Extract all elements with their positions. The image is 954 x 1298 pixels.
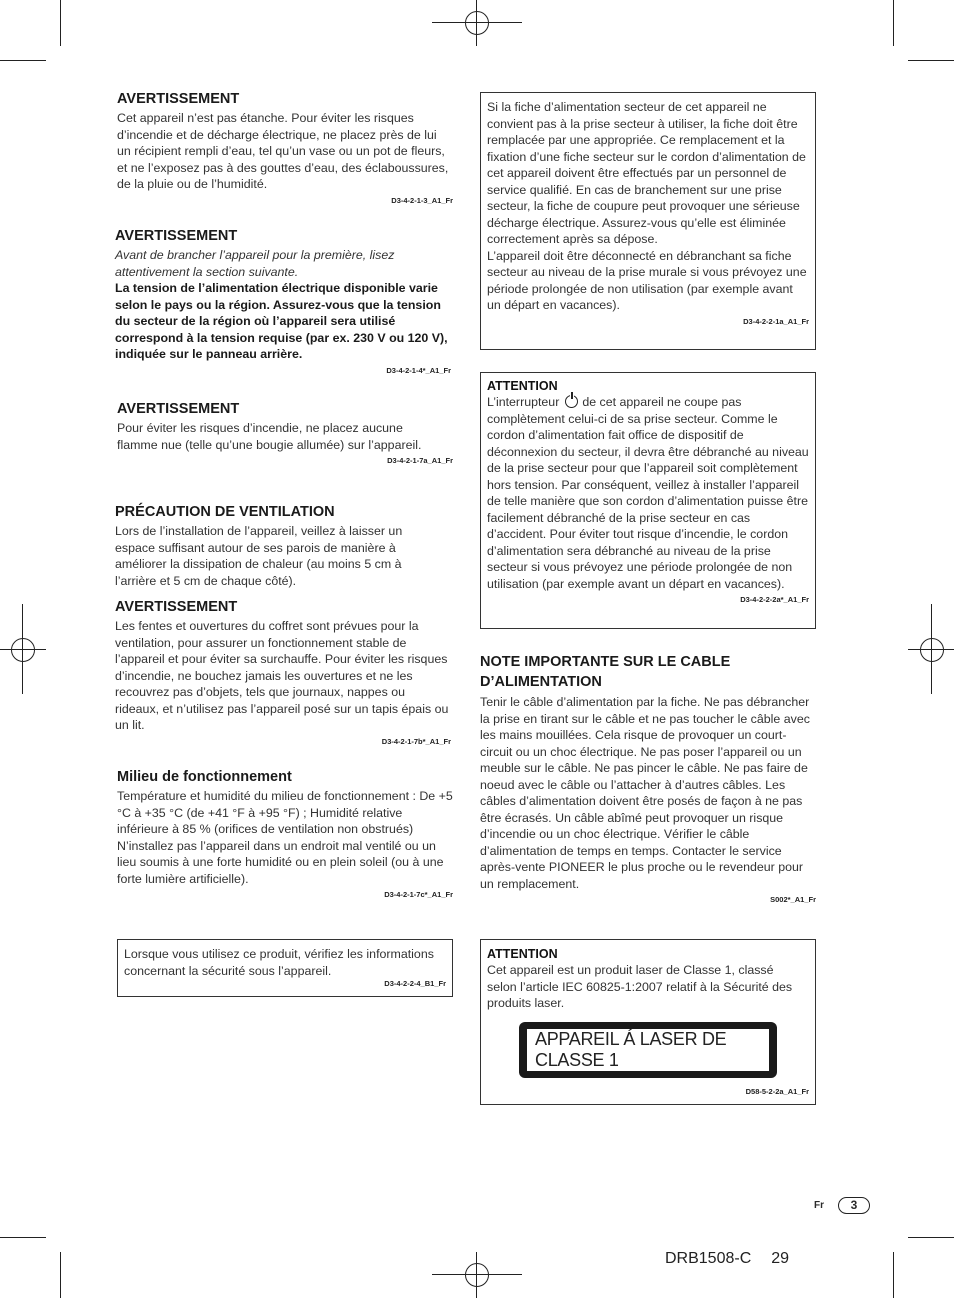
section-text: Tenir le câble d’alimentation par la fiche. Ne pas débrancher la prise en tirant sur le câble et ne pas toucher le câble avec les mains mouillées. Cela risque de provoquer un court-circuit ou un choc électrique. Ne pas poser l’appareil ou un meuble sur le câble. Ne pas pincer le câble. Ne pas faire de noeud avec le câble ou l’attacher à d’autres câbles. Les câbles d’alimentation doivent être posés de façon à ne pas être écrasés. Un câble abîmé peut provoquer un risque d’incendie ou un choc électrique. Vérifier le câble d’alimentation de temps en temps. Contacter le service après-vente PIONEER le plus proche ou le revendeur pour un remplacement. <box>480 695 810 891</box>
crop-mark <box>0 1237 46 1238</box>
section-heading: AVERTISSEMENT <box>115 228 238 244</box>
laser-class-label <box>519 1022 777 1078</box>
plug-replacement-box <box>480 92 816 350</box>
warning-section-3 <box>117 401 453 465</box>
registration-mark <box>11 638 35 662</box>
reference-code: D3-4-2-2-4_B1_Fr <box>384 979 446 988</box>
reference-code: D3-4-2-1-7a_A1_Fr <box>387 456 453 465</box>
box-text <box>487 394 809 592</box>
registration-mark <box>920 638 944 662</box>
warning-section-1 <box>117 91 453 205</box>
reference-code: D3-4-2-1-4*_A1_Fr <box>386 365 451 375</box>
section-heading: AVERTISSEMENT <box>117 91 240 107</box>
text-after-icon: de cet appareil ne coupe pas complètement celui-ci de sa prise secteur. Comme le cordon d’alimentation fait office de dispositif de déconnexion du secteur, il devra être débranché au niveau de la prise secteur pour que l’appareil soit complètement hors tension. Par conséquent, veillez à installer l’appareil de telle manière que son cordon d’alimentation puisse être facilement débranché de la prise secteur en cas d’accident. Pour éviter tout risque d’incendie, le cordon d’alimentation sera débranché au niveau de la prise secteur si vous prévoyez une période prolongée de non utilisation (par exemple avant un départ en vacances). <box>487 395 809 591</box>
reference-code: D58-5-2-2a_A1_Fr <box>745 1087 809 1096</box>
section-heading: AVERTISSEMENT <box>117 401 240 417</box>
section-text: Température et humidité du milieu de fonctionnement : De +5 °C à +35 °C (de +41 °F à +95 °F) ; Humidité relative inférieure à 85 % (orifices de ventilation non obstrués) <box>117 789 453 836</box>
registration-mark <box>465 11 489 35</box>
safety-info-box <box>117 939 453 997</box>
attention-laser-box <box>480 939 816 1105</box>
section-bold-text: La tension de l’alimentation électrique disponible varie selon le pays ou la région. Assurez-vous que la tension du secteur de la région où l’appareil sera utilisé correspond à la tension requise (par ex. 230 V ou 120 V), indiquée sur le panneau arrière. <box>115 281 448 361</box>
crop-mark <box>60 1252 61 1298</box>
registration-mark <box>465 1263 489 1287</box>
laser-label-text: APPAREIL Á LASER DE CLASSE 1 <box>527 1029 769 1071</box>
sheet-number: 29 <box>771 1250 790 1267</box>
section-heading: NOTE IMPORTANTE SUR LE CABLE D’ALIMENTATION <box>480 654 731 690</box>
crop-mark <box>0 60 46 61</box>
warning-section-2 <box>115 228 451 375</box>
crop-mark <box>908 1237 954 1238</box>
section-text: Cet appareil n’est pas étanche. Pour éviter les risques d’incendie et de décharge électrique, ne placez près de lui un récipient rempli d’eau, tel qu’un vase ou un pot de fleurs, et ne l’exposez pas à des gouttes d’eau, des éclaboussures, de la pluie ou de l’humidité. <box>117 111 449 191</box>
reference-code: D3-4-2-2-2a*_A1_Fr <box>740 595 809 604</box>
model-code: DRB1508-C <box>665 1250 752 1267</box>
section-text: Lors de l’installation de l’appareil, veillez à laisser un espace suffisant autour de ses parois de manière à améliorer la dissipation de chaleur (au moins 5 cm à l’arrière et 5 cm de chaque côté). <box>115 524 403 588</box>
power-icon <box>565 395 578 408</box>
crop-mark <box>60 0 61 46</box>
section-heading: AVERTISSEMENT <box>115 599 238 615</box>
model-number <box>665 1250 789 1268</box>
cable-note-section <box>480 652 816 904</box>
reference-code: S002*_A1_Fr <box>770 895 816 904</box>
page-number: 3 <box>838 1197 870 1214</box>
environment-section <box>117 769 453 899</box>
attention-power-box <box>480 372 816 629</box>
language-label: Fr <box>814 1200 824 1211</box>
ventilation-section <box>115 504 451 589</box>
box-heading: ATTENTION <box>487 947 558 961</box>
box-heading: ATTENTION <box>487 379 558 393</box>
section-text: N’installez pas l’appareil dans un endroit mal ventilé ou un lieu soumis à une forte humidité ou en plein soleil (ou à une forte lumière artificielle). <box>117 838 444 886</box>
text-before-icon: L’interrupteur <box>487 395 560 409</box>
box-text: Cet appareil est un produit laser de Classe 1, classé selon l’article IEC 60825-1:2007 relatif à la Sécurité des produits laser. <box>487 963 793 1010</box>
reference-code: D3-4-2-2-1a_A1_Fr <box>743 316 809 326</box>
section-heading: Milieu de fonctionnement <box>117 769 292 785</box>
box-text: L’appareil doit être déconnecté en débranchant sa fiche secteur au niveau de la prise murale si vous prévoyez une période prolongée de non utilisation (par exemple avant un départ en vacances). <box>487 248 807 312</box>
reference-code: D3-4-2-1-7c*_A1_Fr <box>384 890 453 899</box>
box-text: Lorsque vous utilisez ce produit, vérifiez les informations concernant la sécurité sous l’appareil. <box>124 947 434 978</box>
box-text: Si la fiche d’alimentation secteur de cet appareil ne convient pas à la prise secteur à utiliser, la fiche doit être remplacée par une appropriée. Ce remplacement et la fixation d’une fiche secteur sur le cordon d’alimentation de cet appareil doivent être effectués par un personnel de service qualifié. En cas de branchement sur une prise secteur, la fiche de coupure peut provoquer une sérieuse décharge électrique. Assurez-vous qu’elle est éliminée correctement après sa dépose. <box>487 100 806 246</box>
crop-mark <box>893 1252 894 1298</box>
section-heading: PRÉCAUTION DE VENTILATION <box>115 504 335 520</box>
reference-code: D3-4-2-1-7b*_A1_Fr <box>381 736 451 746</box>
section-text: Pour éviter les risques d’incendie, ne placez aucune flamme nue (telle qu’une bougie allumée) sur l’appareil. <box>117 421 422 452</box>
crop-mark <box>893 0 894 46</box>
section-intro: Avant de brancher l’appareil pour la première, lisez attentivement la section suivante. <box>115 248 395 279</box>
section-text: Les fentes et ouvertures du coffret sont prévues pour la ventilation, pour assurer un fonctionnement stable de l’appareil et pour éviter sa surchauffe. Pour éviter les risques d’incendie, ne bouchez jamais les ouvertures et ne les recouvrez pas d’objets, tels que journaux, nappes ou rideaux, et n’utilisez pas l’appareil posé sur un tapis épais ou un lit. <box>115 619 449 732</box>
warning-section-4 <box>115 599 451 746</box>
crop-mark <box>908 60 954 61</box>
reference-code: D3-4-2-1-3_A1_Fr <box>391 195 453 205</box>
